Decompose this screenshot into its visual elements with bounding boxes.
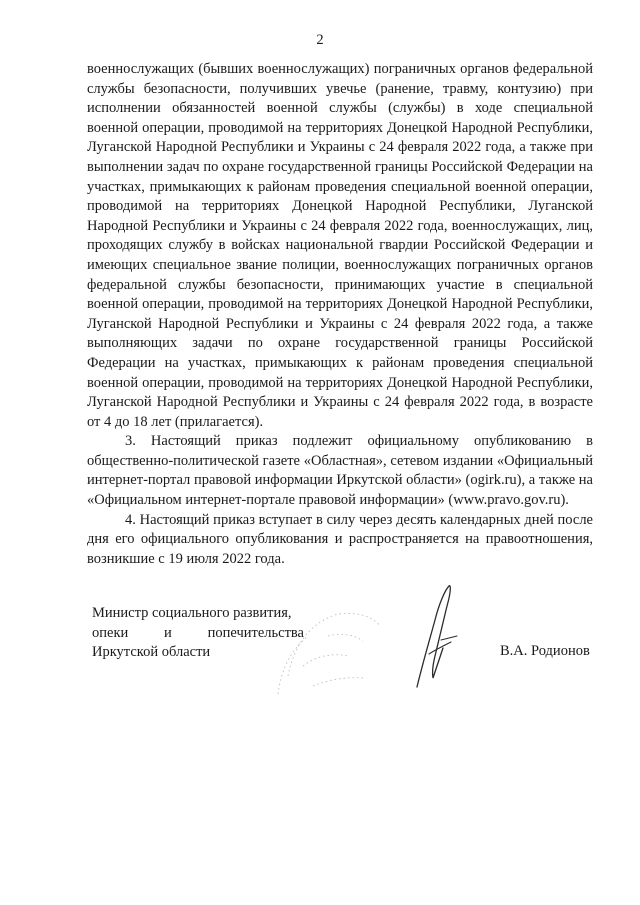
paragraph-publication: 3. Настоящий приказ подлежит официальному опубликованию в общественно-политической газете «Областная», сетевом издании «Официальный интернет-портал правовой информации Иркутской области» (ogirk.ru), а также на «Официальном интернет-портале правовой информации» (www.pravo.gov.ru). [87, 433, 593, 509]
signatory-title-line1: Министр социального развития, [92, 605, 292, 621]
signatory-title-line3: Иркутской области [92, 644, 211, 661]
page-number: 2 [316, 32, 324, 48]
handwritten-signature-icon [405, 582, 465, 692]
paragraph-continuation: военнослужащих (бывших военнослужащих) пограничных органов федеральной службы безопасности, получивших увечье (ранение, травму, контузию) при исполнении обязанностей военной службы (службы) в ходе специальной военной операции, проводимой на территориях Донецкой Народной Республики, Луганской Народной Республики и Украины с 24 февраля 2022 года, а также при выполнении задач по охране государственной границы Российской Федерации на участках, примыкающих к районам проведения специальной военной операции, проводимой на территориях Донецкой Народной Республики, Луганской Народной Республики и Украины с 24 февраля 2022 года, военнослужащих, лиц, проходящих службу в войсках национальной гвардии Российской Федерации и имеющих специальное звание полиции, военнослужащих пограничных органов федеральной службы безопасности, принимающих участие в специальной военной операции, проводимой на территориях Донецкой Народной Республики, Луганской Народной Республики и Украины с 24 февраля 2022 года, а также выполняющих задачи по охране государственной границы Российской Федерации на участках, примыкающих к районам проведения специальной военной операции, проводимой на территориях Донецкой Народной Республики, Луганской Народной Республики и Украины с 24 февраля 2022 года, в возрасте от 4 до 18 лет (прилагается). [87, 61, 593, 430]
signatory-title-word-b: и [164, 624, 172, 641]
paragraph-effective-date: 4. Настоящий приказ вступает в силу через десять календарных дней после дня его официального опубликования и распространяется на правоотношения, возникшие с 19 июля 2022 года. [87, 511, 593, 567]
signatory-name: В.А. Родионов [500, 643, 590, 659]
signatory-title-word-a: опеки [92, 624, 129, 641]
document-body [87, 60, 593, 569]
signatory-title-word-c: попечительства [207, 624, 304, 641]
seal-stamp-icon [268, 606, 388, 696]
